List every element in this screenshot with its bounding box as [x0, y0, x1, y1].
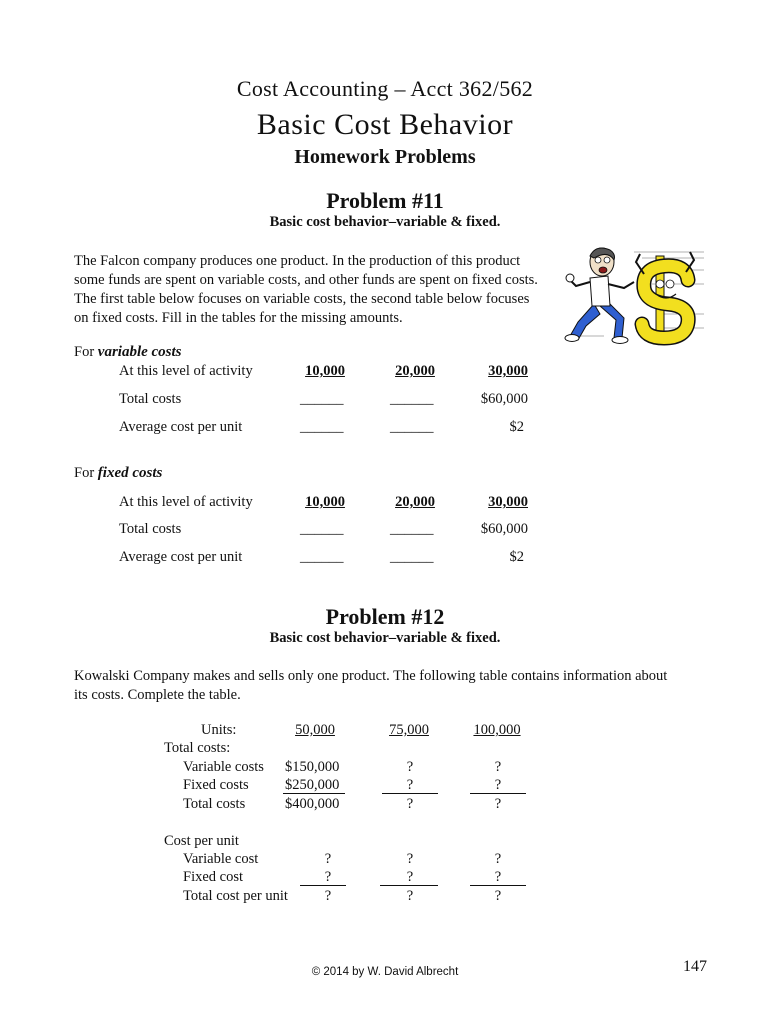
fixed-costs-label: fixed costs: [97, 465, 163, 481]
problem-11-title: Problem #11: [326, 188, 444, 213]
problem-12-paragraph: [74, 667, 667, 705]
variable-costs-100000[interactable]: ?: [494, 759, 502, 775]
variable-level-30000: 30,000: [488, 363, 528, 379]
fixed-cost-75000[interactable]: ?: [406, 869, 414, 885]
variable-activity-label: At this level of activity: [119, 363, 253, 379]
fixed-total-blank-1[interactable]: ______: [300, 521, 344, 537]
fixed-costs-heading: [74, 465, 162, 482]
total-cost-per-unit-50000[interactable]: ?: [324, 888, 332, 904]
variable-avg-30000: $2: [509, 419, 524, 435]
fixed-level-10000: 10,000: [305, 494, 345, 510]
paragraph-line: Kowalski Company makes and sells only one product. The following table contains information about: [74, 668, 668, 684]
fixed-activity-label: At this level of activity: [119, 494, 253, 510]
subtotal-rule: [382, 793, 438, 794]
variable-level-20000: 20,000: [395, 363, 435, 379]
total-costs-heading: Total costs:: [164, 740, 231, 756]
units-75000: 75,000: [389, 722, 429, 738]
problem-12-subtitle: Basic cost behavior–variable & fixed.: [269, 630, 501, 646]
variable-total-blank-1[interactable]: ______: [300, 391, 344, 407]
subtotal-rule: [300, 885, 346, 886]
paragraph-line: its costs. Complete the table.: [74, 687, 241, 703]
fixed-cost-50000[interactable]: ?: [324, 869, 332, 885]
variable-costs-50000: $150,000: [285, 759, 340, 775]
problem-11-paragraph: [74, 252, 538, 328]
total-costs-row-label: Total costs: [183, 796, 246, 812]
page-subtitle: Homework Problems: [294, 146, 476, 168]
paragraph-line: some funds are spent on variable costs, and other funds are spent on fixed costs.: [74, 272, 538, 288]
variable-costs-label: variable costs: [97, 344, 182, 360]
variable-costs-row-label: Variable costs: [183, 759, 264, 775]
total-cost-per-unit-row-label: Total cost per unit: [183, 888, 288, 904]
variable-costs-heading: [74, 344, 182, 361]
fixed-costs-row-label: Fixed costs: [183, 777, 249, 793]
subtotal-rule: [380, 885, 438, 886]
variable-costs-75000[interactable]: ?: [406, 759, 414, 775]
fixed-avg-blank-1[interactable]: ______: [300, 549, 344, 565]
total-cost-per-unit-100000[interactable]: ?: [494, 888, 502, 904]
variable-cost-50000[interactable]: ?: [324, 851, 332, 867]
page-title: Basic Cost Behavior: [256, 108, 514, 141]
variable-cost-100000[interactable]: ?: [494, 851, 502, 867]
variable-cost-75000[interactable]: ?: [406, 851, 414, 867]
for-label: For: [74, 344, 95, 360]
cartoon-running-man-dollar-illustration: [564, 244, 706, 346]
fixed-total-costs-label: Total costs: [119, 521, 182, 537]
total-costs-75000[interactable]: ?: [406, 796, 414, 812]
total-costs-100000[interactable]: ?: [494, 796, 502, 812]
cost-per-unit-heading: Cost per unit: [164, 833, 239, 849]
units-100000: 100,000: [473, 722, 521, 738]
fixed-costs-75000[interactable]: ?: [406, 777, 414, 793]
variable-cost-row-label: Variable cost: [183, 851, 259, 867]
fixed-avg-30000: $2: [509, 549, 524, 565]
subtotal-rule: [470, 793, 526, 794]
variable-avg-cost-label: Average cost per unit: [119, 419, 243, 435]
variable-total-blank-2[interactable]: ______: [390, 391, 434, 407]
for-label: For: [74, 465, 95, 481]
fixed-total-blank-2[interactable]: ______: [390, 521, 434, 537]
subtotal-rule: [283, 793, 345, 794]
dollar-chase-icon: [564, 244, 706, 346]
fixed-costs-50000: $250,000: [285, 777, 340, 793]
units-50000: 50,000: [295, 722, 335, 738]
fixed-level-20000: 20,000: [395, 494, 435, 510]
course-title: Cost Accounting – Acct 362/562: [236, 76, 534, 101]
units-label: Units:: [201, 722, 237, 738]
problem-12-title: Problem #12: [325, 604, 445, 629]
subtotal-rule: [470, 885, 526, 886]
total-costs-50000: $400,000: [285, 796, 340, 812]
fixed-cost-100000[interactable]: ?: [494, 869, 502, 885]
problem-11-subtitle: Basic cost behavior–variable & fixed.: [269, 214, 501, 230]
variable-avg-blank-1[interactable]: ______: [300, 419, 344, 435]
total-cost-per-unit-75000[interactable]: ?: [406, 888, 414, 904]
fixed-avg-cost-label: Average cost per unit: [119, 549, 243, 565]
variable-avg-blank-2[interactable]: ______: [390, 419, 434, 435]
page-number: 147: [683, 958, 707, 975]
fixed-total-30000: $60,000: [480, 521, 528, 537]
fixed-cost-row-label: Fixed cost: [183, 869, 244, 885]
fixed-avg-blank-2[interactable]: ______: [390, 549, 434, 565]
variable-total-costs-label: Total costs: [119, 391, 182, 407]
copyright-footer: © 2014 by W. David Albrecht: [311, 966, 459, 978]
paragraph-line: on fixed costs. Fill in the tables for the missing amounts.: [74, 310, 403, 326]
fixed-costs-100000[interactable]: ?: [494, 777, 502, 793]
fixed-level-30000: 30,000: [488, 494, 528, 510]
paragraph-line: The first table below focuses on variable costs, the second table below focuses: [74, 291, 530, 307]
variable-level-10000: 10,000: [305, 363, 345, 379]
paragraph-line: The Falcon company produces one product. In the production of this product: [74, 253, 521, 269]
variable-total-30000: $60,000: [480, 391, 528, 407]
